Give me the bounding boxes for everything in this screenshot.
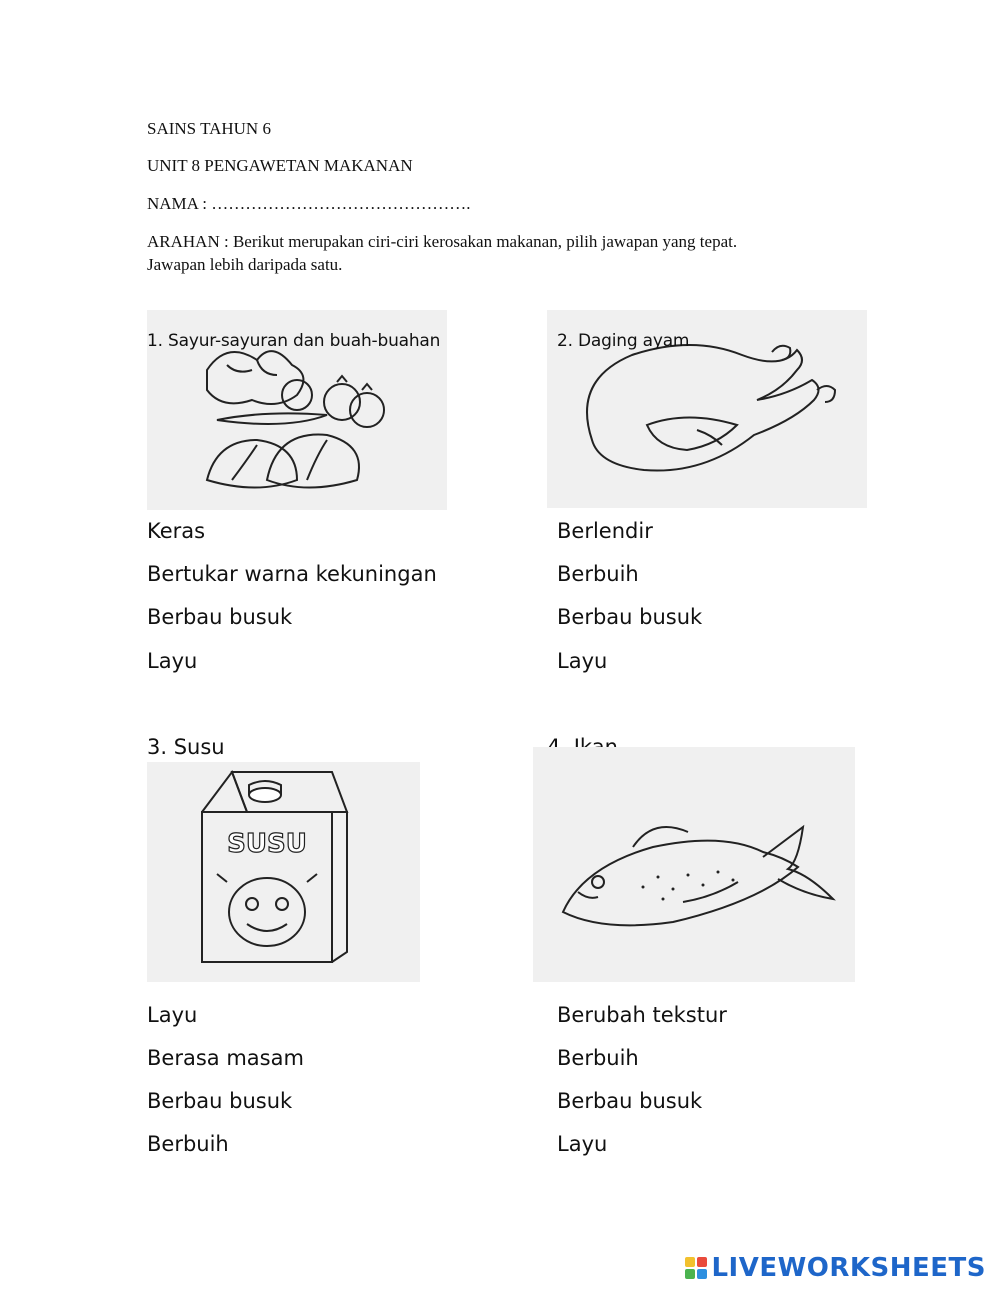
logo-block	[685, 1269, 695, 1279]
q1-option-3[interactable]: Berbau busuk	[147, 605, 293, 629]
unit-title: UNIT 8 PENGAWETAN MAKANAN	[147, 156, 413, 175]
question-2-title: 2. Daging ayam	[557, 331, 690, 351]
logo-block	[685, 1257, 695, 1267]
instruction-line-2: Jawapan lebih daripada satu.	[147, 255, 343, 274]
q3-option-4[interactable]: Berbuih	[147, 1132, 229, 1156]
liveworksheets-logo[interactable]	[685, 1253, 986, 1283]
milk-carton-label: SUSU	[227, 829, 307, 859]
q4-option-4[interactable]: Layu	[557, 1132, 608, 1156]
fish-illustration	[533, 747, 855, 982]
q1-option-2[interactable]: Bertukar warna kekuningan	[147, 562, 437, 586]
milk-carton-image	[147, 762, 420, 982]
logo-mark-icon	[685, 1257, 707, 1279]
logo-text: LIVEWORKSHEETS	[711, 1253, 986, 1283]
q1-option-4[interactable]: Layu	[147, 649, 198, 673]
milk-carton-illustration	[147, 762, 420, 982]
q1-option-1[interactable]: Keras	[147, 519, 206, 543]
q2-option-2[interactable]: Berbuih	[557, 562, 639, 586]
name-field-label: NAMA : ……………………………………….	[147, 194, 471, 213]
logo-block	[697, 1269, 707, 1279]
q3-option-1[interactable]: Layu	[147, 1003, 198, 1027]
subject-title: SAINS TAHUN 6	[147, 119, 271, 138]
q2-option-1[interactable]: Berlendir	[557, 519, 653, 543]
q4-option-3[interactable]: Berbau busuk	[557, 1089, 703, 1113]
q2-option-3[interactable]: Berbau busuk	[557, 605, 703, 629]
q4-option-2[interactable]: Berbuih	[557, 1046, 639, 1070]
fish-image	[533, 747, 855, 982]
q3-option-2[interactable]: Berasa masam	[147, 1046, 304, 1070]
q3-option-3[interactable]: Berbau busuk	[147, 1089, 293, 1113]
logo-block	[697, 1257, 707, 1267]
question-3-title: 3. Susu	[147, 735, 225, 759]
question-1-title: 1. Sayur-sayuran dan buah-buahan	[147, 331, 441, 351]
q4-option-1[interactable]: Berubah tekstur	[557, 1003, 727, 1027]
instruction	[147, 230, 867, 276]
q2-option-4[interactable]: Layu	[557, 649, 608, 673]
instruction-line-1: ARAHAN : Berikut merupakan ciri-ciri kerosakan makanan, pilih jawapan yang tepat.	[147, 232, 738, 251]
